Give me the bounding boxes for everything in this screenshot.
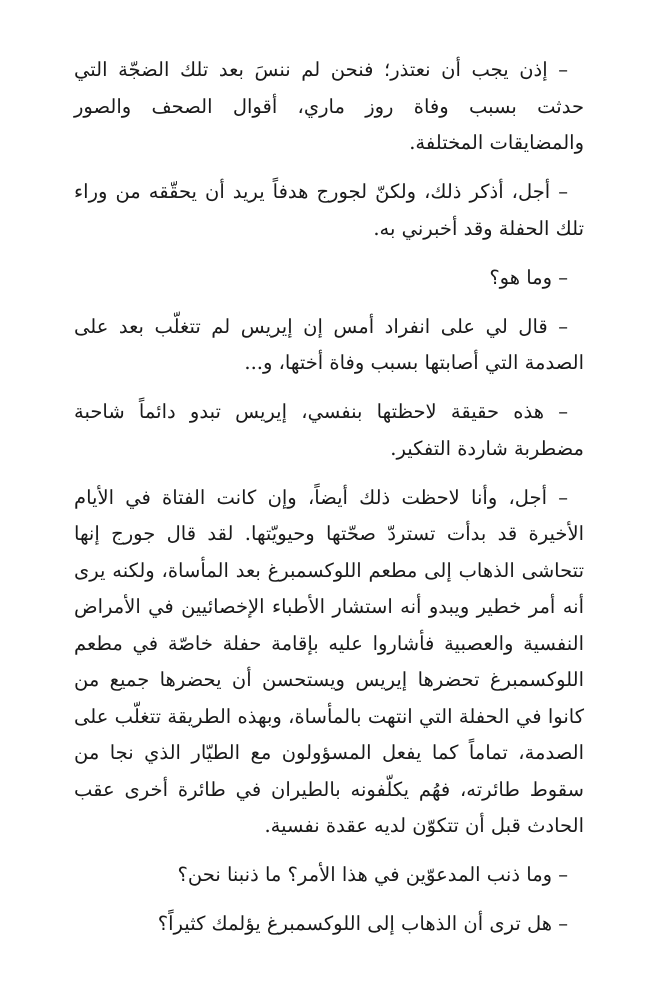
paragraph: – أجل، أذكر ذلك، ولكنّ لجورج هدفاً يريد أن يحقّقه من وراء تلك الحفلة وقد أخبرني به. — [74, 180, 584, 240]
paragraph: – وما ذنب المدعوّين في هذا الأمر؟ ما ذنبنا نحن؟ — [177, 863, 568, 886]
paragraph: – أجل، وأنا لاحظت ذلك أيضاً، وإن كانت الفتاة في الأيام الأخيرة قد بدأت تستردّ صحّتها وحيويّتها. لقد قال جورج إنها تتحاشى الذهاب إلى مطعم اللوكسمبرغ بعد المأساة، ولكنه يرى أنه أمر خطير ويبدو أنه استشار الأطباء الإخصائيين في الأمراض النفسية والعصبية فأشاروا عليه بإقامة حفلة خاصّة في مطعم اللوكسمبرغ تحضرها إيريس ويستحسن أن يحضرها جميع من كانوا في الحفلة التي انتهت بالمأساة، وبهذه الطريقة تتغلّب على الصدمة، تماماً كما يفعل المسؤولون مع الطيّار الذي نجا من سقوط طائرته، فهُم يكلّفونه بالطيران في طائرة أخرى عقب الحادث قبل أن تتكوّن لديه عقدة نفسية. — [74, 485, 584, 837]
book-page — [74, 52, 584, 955]
paragraph: – هذه حقيقة لاحظتها بنفسي، إيريس تبدو دائماً شاحبة مضطربة شاردة التفكير. — [74, 400, 584, 460]
paragraph: – قال لي على انفراد أمس إن إيريس لم تتغلّب بعد على الصدمة التي أصابتها بسبب وفاة أختها، و... — [74, 314, 584, 374]
paragraph: – إذن يجب أن نعتذر؛ فنحن لم ننسَ بعد تلك الضجّة التي حدثت بسبب وفاة روز ماري، أقوال الصحف والصور والمضايقات المختلفة. — [74, 58, 584, 154]
paragraph: – وما هو؟ — [489, 265, 568, 289]
paragraph: – هل ترى أن الذهاب إلى اللوكسمبرغ يؤلمك كثيراً؟ — [157, 912, 568, 935]
